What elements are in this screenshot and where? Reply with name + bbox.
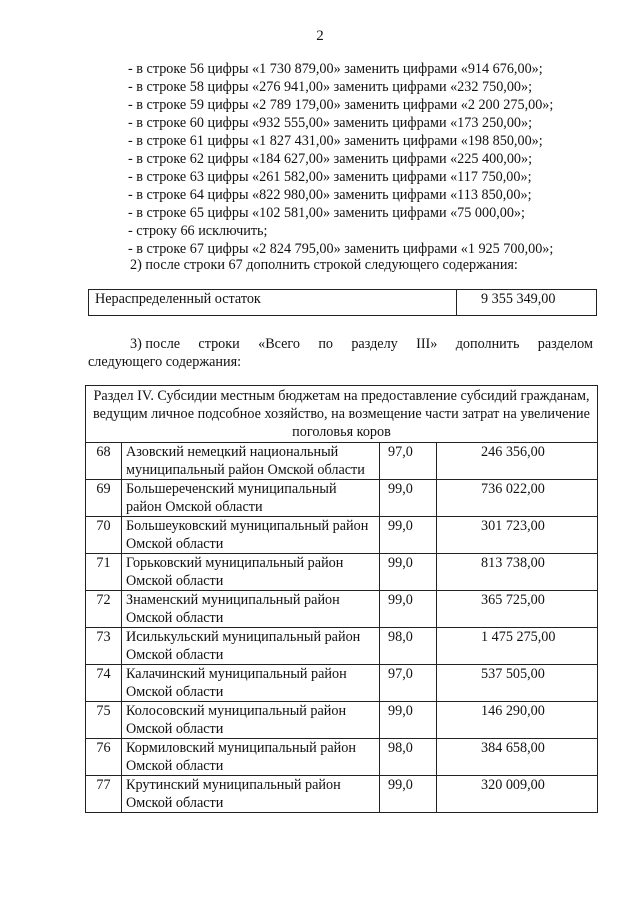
amount-value: 537 505,00 [437, 665, 598, 702]
table-row [86, 665, 598, 702]
point-3-word: разделу [351, 336, 398, 352]
point-3-word: по [318, 336, 333, 352]
district-name: Кормиловский муниципальный район Омской области [122, 739, 380, 776]
district-name: Азовский немецкий национальный муниципальный район Омской области [122, 443, 380, 480]
row-number: 70 [86, 517, 122, 554]
section-iv-table [85, 385, 598, 813]
row-number: 69 [86, 480, 122, 517]
row-number: 68 [86, 443, 122, 480]
row-number: 75 [86, 702, 122, 739]
amount-value: 365 725,00 [437, 591, 598, 628]
amount-value: 246 356,00 [437, 443, 598, 480]
point-3-line-2: следующего содержания: [88, 354, 242, 370]
change-item: - в строке 59 цифры «2 789 179,00» заменить цифрами «2 200 275,00»; [128, 97, 554, 113]
row-number: 71 [86, 554, 122, 591]
change-item: - в строке 61 цифры «1 827 431,00» заменить цифрами «198 850,00»; [128, 133, 543, 149]
district-name: Колосовский муниципальный район Омской области [122, 702, 380, 739]
percent-value: 97,0 [380, 443, 437, 480]
percent-value: 99,0 [380, 702, 437, 739]
percent-value: 99,0 [380, 554, 437, 591]
change-item: - в строке 64 цифры «822 980,00» заменить цифрами «113 850,00»; [128, 187, 532, 203]
district-name: Калачинский муниципальный район Омской области [122, 665, 380, 702]
row-number: 74 [86, 665, 122, 702]
residual-value: 9 355 349,00 [457, 290, 597, 316]
point-3-word: дополнить [455, 336, 520, 352]
point-3-word: разделом [537, 336, 593, 352]
district-name: Знаменский муниципальный район Омской области [122, 591, 380, 628]
point-3-line-1 [88, 335, 593, 353]
row-number: 72 [86, 591, 122, 628]
change-list [128, 60, 598, 258]
amount-value: 146 290,00 [437, 702, 598, 739]
point-3-word: 3) после [130, 336, 181, 352]
point-3-word: строки [198, 336, 240, 352]
change-item: - в строке 62 цифры «184 627,00» заменить цифрами «225 400,00»; [128, 151, 533, 167]
residual-table [88, 289, 597, 316]
table-row [86, 443, 598, 480]
change-item: - в строке 65 цифры «102 581,00» заменить цифрами «75 000,00»; [128, 205, 525, 221]
amount-value: 320 009,00 [437, 776, 598, 813]
change-item: - в строке 63 цифры «261 582,00» заменить цифрами «117 750,00»; [128, 169, 532, 185]
table-row [86, 480, 598, 517]
amount-value: 813 738,00 [437, 554, 598, 591]
row-number: 73 [86, 628, 122, 665]
percent-value: 99,0 [380, 776, 437, 813]
percent-value: 97,0 [380, 665, 437, 702]
table-row [86, 517, 598, 554]
amount-value: 301 723,00 [437, 517, 598, 554]
amount-value: 384 658,00 [437, 739, 598, 776]
point-3-word: III» [416, 336, 438, 352]
point-2-text: 2) после строки 67 дополнить строкой следующего содержания: [130, 257, 518, 273]
change-item: - в строке 56 цифры «1 730 879,00» заменить цифрами «914 676,00»; [128, 61, 543, 77]
change-item: - строку 66 исключить; [128, 223, 268, 239]
percent-value: 99,0 [380, 480, 437, 517]
amount-value: 736 022,00 [437, 480, 598, 517]
table-row [86, 591, 598, 628]
district-name: Большереченский муниципальный район Омской области [122, 480, 380, 517]
amount-value: 1 475 275,00 [437, 628, 598, 665]
change-item: - в строке 60 цифры «932 555,00» заменить цифрами «173 250,00»; [128, 115, 533, 131]
district-name: Горьковский муниципальный район Омской области [122, 554, 380, 591]
change-item: - в строке 58 цифры «276 941,00» заменить цифрами «232 750,00»; [128, 79, 533, 95]
district-name: Большеуковский муниципальный район Омской области [122, 517, 380, 554]
table-row [86, 628, 598, 665]
table-row [86, 554, 598, 591]
residual-label: Нераспределенный остаток [89, 290, 457, 316]
district-name: Исилькульский муниципальный район Омской области [122, 628, 380, 665]
row-number: 77 [86, 776, 122, 813]
table-row [86, 776, 598, 813]
percent-value: 98,0 [380, 628, 437, 665]
percent-value: 99,0 [380, 591, 437, 628]
row-number: 76 [86, 739, 122, 776]
section-header-row [86, 386, 598, 443]
table-row [86, 702, 598, 739]
section-header: Раздел IV. Субсидии местным бюджетам на предоставление субсидий гражданам, ведущим личное подсобное хозяйство, на возмещение части затрат на увеличение поголовья коров [86, 386, 598, 443]
percent-value: 99,0 [380, 517, 437, 554]
district-name: Крутинский муниципальный район Омской области [122, 776, 380, 813]
point-3-text [88, 335, 593, 371]
percent-value: 98,0 [380, 739, 437, 776]
change-item: - в строке 67 цифры «2 824 795,00» заменить цифрами «1 925 700,00»; [128, 241, 554, 257]
table-row [86, 739, 598, 776]
table-row [89, 290, 597, 316]
point-3-word: «Всего [258, 336, 300, 352]
page-number: 2 [316, 28, 324, 44]
